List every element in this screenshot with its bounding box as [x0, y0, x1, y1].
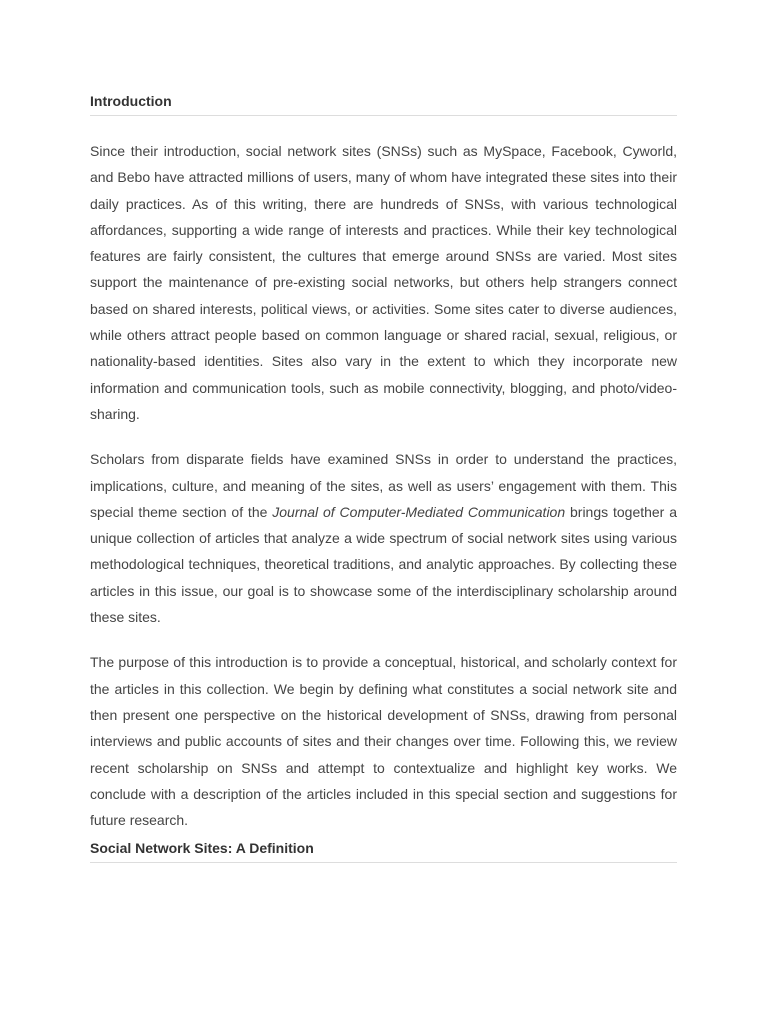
article-body: [90, 92, 677, 863]
paragraph-intro-2-end: brings together a unique collection of articles that analyze a wide spectrum of social network sites using various methodological techniques, theoretical traditions, and analytic approaches. By collecting these articles in this issue, our goal is to showcase some of the interdisciplinary scholarship around these sites.: [90, 503, 677, 626]
section-heading-definition: Social Network Sites: A Definition: [90, 839, 677, 863]
paragraph-intro-1: Since their introduction, social network sites (SNSs) such as MySpace, Facebook, Cyworld, and Bebo have attracted millions of users, many of whom have integrated these sites into their daily practices. As of this writing, there are hundreds of SNSs, with various technological affordances, supporting a wide range of interests and practices. While their key technological features are fairly consistent, the cultures that emerge around SNSs are varied. Most sites support the maintenance of pre-existing social networks, but others help strangers connect based on shared interests, political views, or activities. Some sites cater to diverse audiences, while others attract people based on common language or shared racial, sexual, religious, or nationality-based identities. Sites also vary in the extent to which they incorporate new information and communication tools, such as mobile connectivity, blogging, and photo/video-sharing.: [90, 143, 677, 422]
paragraph-intro-2: [90, 446, 677, 630]
journal-title: Journal of Computer-Mediated Communication: [272, 503, 566, 520]
section-heading-introduction: Introduction: [90, 92, 677, 116]
paragraph-intro-3: The purpose of this introduction is to provide a conceptual, historical, and scholarly context for the articles in this collection. We begin by defining what constitutes a social network site and then present one perspective on the historical development of SNSs, drawing from personal interviews and public accounts of sites and their changes over time. Following this, we review recent scholarship on SNSs and attempt to contextualize and highlight key works. We conclude with a description of the articles included in this special section and suggestions for future research.: [90, 654, 677, 829]
paragraph-intro-2-start: Scholars from disparate fields have examined SNSs in order to understand the practices, implications, culture, and meaning of the sites, as well as users’ engagement with them. This special theme section of the: [90, 451, 677, 520]
